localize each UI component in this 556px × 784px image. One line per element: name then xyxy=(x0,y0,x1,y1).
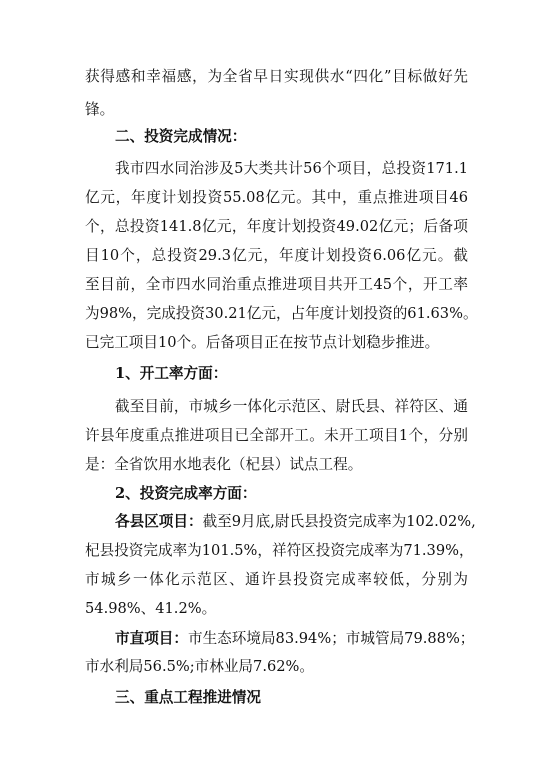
line-text: 截至9月底,尉氏县投资完成率为102.02%, xyxy=(202,513,476,530)
line-text: 54.98%、41.2%。 xyxy=(85,600,217,617)
heading-text: 二、投资完成情况： xyxy=(115,128,247,145)
line-text: 我市四水同治涉及5大类共计56个项目，总投资171.1 xyxy=(115,160,468,177)
heading-text: 2、投资完成率方面： xyxy=(115,485,257,502)
section-heading xyxy=(0,484,556,504)
line-text: 目10个，总投资29.3亿元，年度计划投资6.06亿元。截 xyxy=(85,247,468,264)
section-heading xyxy=(0,364,556,384)
line-text: 市城乡一体化示范区、通许县投资完成率较低，分别为 xyxy=(85,571,468,588)
line-text: 截至目前，市城乡一体化示范区、尉氏县、祥符区、通 xyxy=(115,398,468,415)
text-line xyxy=(0,512,556,532)
text-line xyxy=(0,570,556,590)
text-line xyxy=(0,217,556,237)
line-text: 是：全省饮用水地表化（杞县）试点工程。 xyxy=(85,456,363,473)
line-text: 为98%，完成投资30.21亿元，占年度计划投资的61.63%。 xyxy=(85,305,478,322)
line-text: 许县年度重点推进项目已全部开工。未开工项目1个，分别 xyxy=(85,427,468,444)
line-text: 市生态环境局83.94%；市城管局79.88%； xyxy=(187,630,475,647)
text-line xyxy=(0,455,556,475)
text-line xyxy=(0,188,556,208)
inline-label: 各县区项目： xyxy=(115,513,203,530)
heading-text: 1、开工率方面： xyxy=(115,365,228,382)
line-text: 市水利局56.5%;市林业局7.62%。 xyxy=(85,658,314,675)
line-text: 至目前，全市四水同治重点推进项目共开工45个，开工率 xyxy=(85,276,468,293)
section-heading xyxy=(0,127,556,147)
text-line xyxy=(0,397,556,417)
text-line xyxy=(0,304,556,324)
text-line xyxy=(0,246,556,266)
text-line xyxy=(0,159,556,179)
text-line xyxy=(0,657,556,677)
text-line xyxy=(0,100,556,120)
text-line xyxy=(0,629,556,649)
heading-text: 三、重点工程推进情况 xyxy=(115,689,261,706)
text-line xyxy=(0,67,556,87)
section-heading xyxy=(0,688,556,708)
text-line xyxy=(0,599,556,619)
line-text: 杞县投资完成率为101.5%，祥符区投资完成率为71.39%， xyxy=(85,542,474,559)
text-line xyxy=(0,541,556,561)
text-line xyxy=(0,426,556,446)
line-text: 个，总投资141.8亿元，年度计划投资49.02亿元；后备项 xyxy=(85,218,468,235)
text-line xyxy=(0,275,556,295)
text-line xyxy=(0,333,556,353)
line-text: 已完工项目10个。后备项目正在按节点计划稳步推进。 xyxy=(85,334,440,351)
line-text: 亿元，年度计划投资55.08亿元。其中，重点推进项目46 xyxy=(85,189,468,206)
line-text: 获得感和幸福感，为全省早日实现供水“四化”目标做好先 xyxy=(85,68,468,85)
inline-label: 市直项目： xyxy=(115,630,188,647)
line-text: 锋。 xyxy=(85,101,115,118)
